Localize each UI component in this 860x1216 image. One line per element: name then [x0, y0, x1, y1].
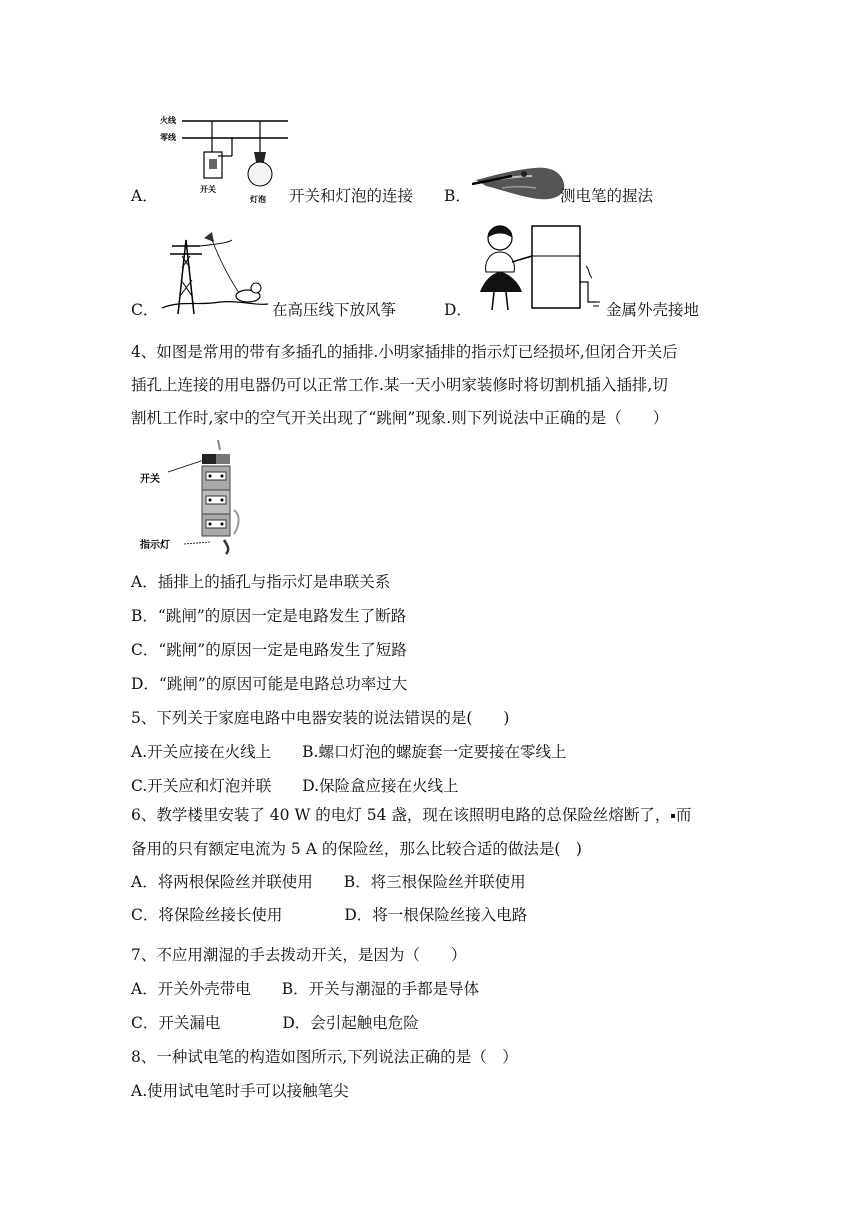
live-wire-label: 火线 — [160, 116, 176, 125]
q4-stem-line-1: 4、如图是常用的带有多插孔的插排.小明家插排的指示灯已经损坏,但闭合开关后 — [131, 343, 678, 361]
inline-mark: ▪ — [670, 811, 676, 820]
option-b-caption: 测电笔的握法 — [560, 187, 654, 205]
q7-stem: 7、不应用潮湿的手去拨动开关，是因为（ ） — [131, 946, 467, 964]
q5-stem: 5、下列关于家庭电路中电器安装的说法错误的是( ) — [131, 709, 510, 727]
neutral-wire-label: 零线 — [160, 133, 176, 142]
test-pen-grip-figure — [472, 162, 566, 206]
kite-under-power-line-figure — [160, 230, 270, 316]
power-strip-figure — [138, 436, 262, 560]
q4-option-b: B．“跳闸”的原因一定是电路发生了断路 — [131, 607, 407, 625]
q6-stem-line-1-end: 而 — [675, 806, 692, 824]
q5-options-line-1: A.开关应接在火线上 B.螺口灯泡的螺旋套一定要接在零线上 — [131, 743, 567, 761]
switch-callout-label: 开关 — [140, 474, 160, 485]
q4-stem-line-2: 插孔上连接的用电器仍可以正常工作.某一天小明家装修时将切割机插入插排,切 — [131, 376, 668, 394]
q4-stem-line-3: 割机工作时,家中的空气开关出现了“跳闸”现象.则下列说法中正确的是（ ） — [131, 409, 669, 427]
indicator-callout-label: 指示灯 — [140, 540, 170, 551]
q6-stem-line-2: 备用的只有额定电流为 5 A 的保险丝，那么比较合适的做法是( ) — [131, 840, 582, 858]
q6-options-line-2: C．将保险丝接长使用 D．将一根保险丝接入电路 — [131, 906, 528, 924]
switch-bulb-circuit-figure — [160, 112, 288, 208]
q5-options-line-2: C.开关应和灯泡并联 D.保险盒应接在火线上 — [131, 777, 459, 795]
option-c-caption: 在高压线下放风筝 — [272, 301, 397, 319]
q4-option-d: D．“跳闸”的原因可能是电路总功率过大 — [131, 675, 408, 693]
q7-options-line-1: A．开关外壳带电 B．开关与潮湿的手都是导体 — [131, 980, 480, 998]
option-c-letter: C． — [131, 301, 159, 319]
option-a-caption: 开关和灯泡的连接 — [289, 187, 414, 205]
q4-option-c: C．“跳闸”的原因一定是电路发生了短路 — [131, 641, 407, 659]
option-b-letter: B． — [444, 187, 471, 205]
q8-option-a: A.使用试电笔时手可以接触笔尖 — [131, 1082, 349, 1100]
grounded-appliance-figure — [474, 222, 606, 316]
q7-options-line-2: C．开关漏电 D．会引起触电危险 — [131, 1014, 419, 1032]
q8-stem: 8、一种试电笔的构造如图所示,下列说法正确的是（ ） — [131, 1048, 518, 1066]
option-d-caption: 金属外壳接地 — [606, 301, 700, 319]
switch-label: 开关 — [200, 185, 216, 194]
q4-option-a: A．插排上的插孔与指示灯是串联关系 — [131, 573, 391, 591]
bulb-label: 灯泡 — [250, 195, 266, 204]
q6-options-line-1: A．将两根保险丝并联使用 B．将三根保险丝并联使用 — [131, 873, 526, 891]
option-d-letter: D． — [444, 301, 472, 319]
q6-stem-line-1-text: 6、教学楼里安装了 40 W 的电灯 54 盏，现在该照明电路的总保险丝熔断了， — [131, 806, 671, 824]
option-a-letter: A． — [131, 187, 158, 205]
q6-stem-line-1 — [131, 805, 691, 826]
